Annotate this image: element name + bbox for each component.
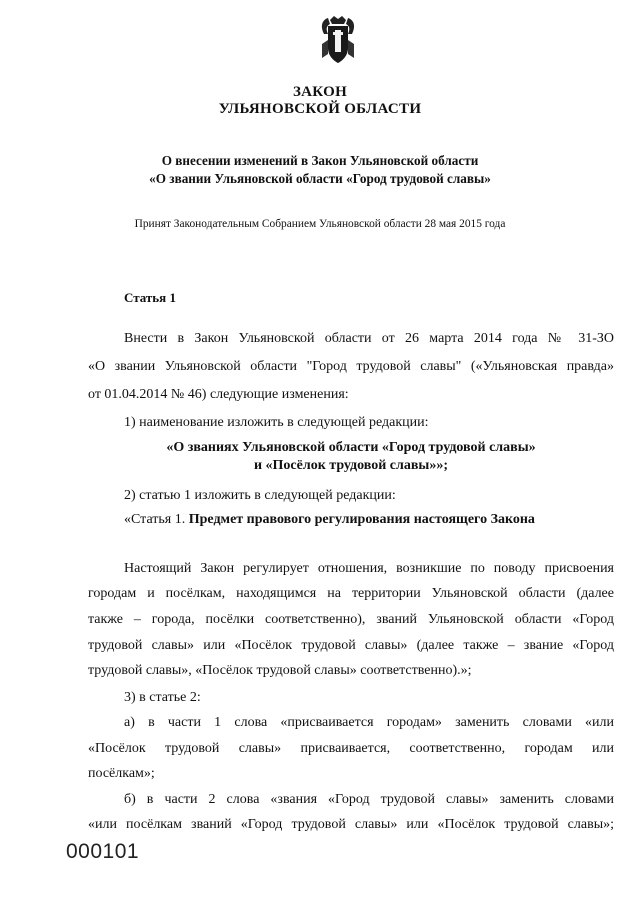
list-item: 1) наименование изложить в следующей редакции: bbox=[124, 415, 429, 430]
paragraph-line: трудовой славы» или «Посёлок трудовой славы» (далее также – звание «Город bbox=[88, 638, 614, 653]
paragraph-line: городам и посёлкам, находящимся на территории Ульяновской области (далее bbox=[88, 586, 614, 601]
paragraph-line: Настоящий Закон регулирует отношения, возникшие по поводу присвоения bbox=[124, 561, 614, 576]
adoption-note: Принят Законодательным Собранием Ульяновской области 28 мая 2015 года bbox=[134, 218, 506, 230]
paragraph-line: «О звании Ульяновской области "Город трудовой славы" («Ульяновская правда» bbox=[88, 359, 614, 374]
law-title: ЗАКОН bbox=[292, 84, 348, 100]
paragraph-line: от 01.04.2014 № 46) следующие изменения: bbox=[88, 387, 349, 402]
paragraph-line: «или посёлкам званий «Город трудовой славы» или «Посёлок трудовой славы»; bbox=[88, 817, 614, 832]
page-stamp-number: 000101 bbox=[66, 840, 140, 863]
paragraph-line: также – города, посёлки соответственно), званий Ульяновской области «Город bbox=[88, 612, 614, 627]
paragraph-line: «Посёлок трудовой славы» присваивается, соответственно, городам или bbox=[88, 741, 614, 756]
coat-of-arms-icon bbox=[318, 14, 358, 66]
paragraph-line: б) в части 2 слова «звания «Город трудовой славы» заменить словами bbox=[124, 792, 614, 807]
list-item: 3) в статье 2: bbox=[124, 690, 201, 705]
article-1-title: Предмет правового регулирования настоящего Закона bbox=[188, 512, 535, 527]
law-region: УЛЬЯНОВСКОЙ ОБЛАСТИ bbox=[218, 101, 422, 117]
article-1-prefix: «Статья 1. bbox=[124, 512, 189, 527]
paragraph-line: трудовой славы», «Посёлок трудовой славы» соответственно).»; bbox=[88, 663, 472, 678]
list-item: 2) статью 1 изложить в следующей редакции: bbox=[124, 488, 396, 503]
paragraph-line: посёлкам»; bbox=[88, 766, 155, 781]
paragraph-line: а) в части 1 слова «присваивается городам» заменить словами «или bbox=[124, 715, 614, 730]
paragraph-line: Внести в Закон Ульяновской области от 26 марта 2014 года № 31-ЗО bbox=[124, 331, 614, 346]
law-subject-line-1: О внесении изменений в Закон Ульяновской области bbox=[161, 153, 479, 168]
article-1-heading bbox=[124, 511, 614, 529]
law-subject-line-2: «О звании Ульяновской области «Город трудовой славы» bbox=[149, 171, 491, 186]
new-title-line-2: и «Посёлок трудовой славы»»; bbox=[253, 458, 449, 473]
new-title-line-1: «О званиях Ульяновской области «Город трудовой славы» bbox=[166, 440, 536, 455]
article-heading: Статья 1 bbox=[124, 290, 176, 305]
